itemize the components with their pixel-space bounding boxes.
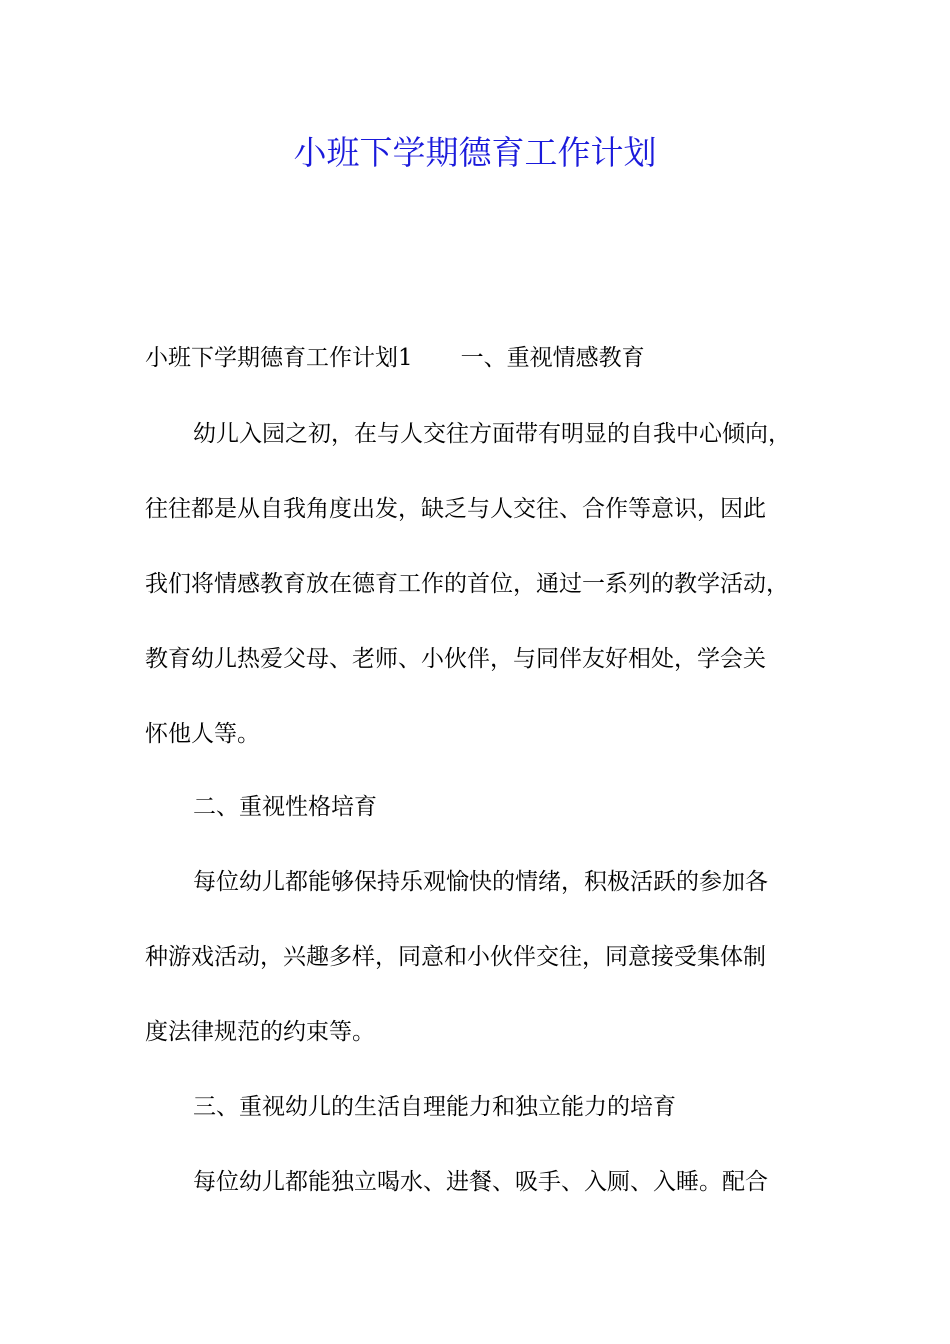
section-2-heading: 二、重视性格培育: [193, 794, 377, 820]
paragraph-line: 度法律规范的约束等。: [145, 1019, 375, 1045]
paragraph-line: 往往都是从自我角度出发，缺乏与人交往、合作等意识，因此: [145, 496, 766, 522]
document-subtitle: 小班下学期德育工作计划1: [145, 345, 413, 371]
paragraph-line: 每位幼儿都能独立喝水、进餐、吸手、入厕、入睡。配合: [193, 1169, 768, 1195]
page-title: 小班下学期德育工作计划: [293, 133, 657, 172]
paragraph-line: 教育幼儿热爱父母、老师、小伙伴，与同伴友好相处，学会关: [145, 646, 766, 672]
paragraph-line: 每位幼儿都能够保持乐观愉快的情绪，积极活跃的参加各: [193, 869, 768, 895]
section-1-heading: 一、重视情感教育: [460, 345, 645, 371]
paragraph-line: 我们将情感教育放在德育工作的首位，通过一系列的教学活动，: [145, 571, 789, 597]
paragraph-line: 怀他人等。: [145, 721, 260, 747]
paragraph-line: 种游戏活动，兴趣多样，同意和小伙伴交往，同意接受集体制: [145, 944, 766, 970]
paragraph-line: 幼儿入园之初，在与人交往方面带有明显的自我中心倾向，: [193, 421, 791, 447]
section-3-heading: 三、重视幼儿的生活自理能力和独立能力的培育: [193, 1094, 676, 1120]
section-1-heading-line: [145, 333, 825, 383]
